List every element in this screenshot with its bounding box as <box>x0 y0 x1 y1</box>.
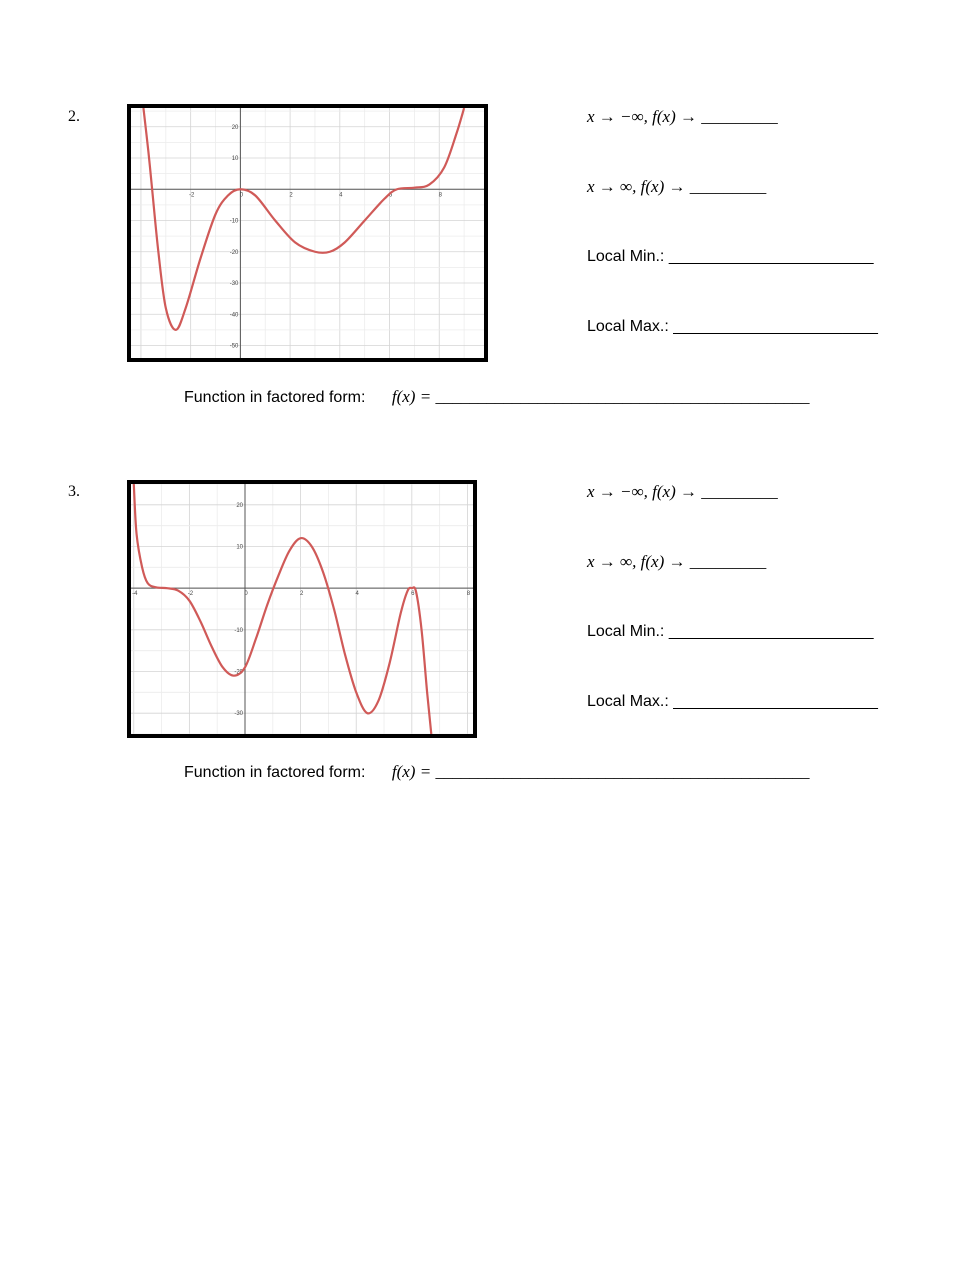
x-tick-label: 4 <box>355 591 359 598</box>
left-end-behavior: x → −∞, f(x) → _________ <box>587 107 778 126</box>
y-tick-label: -10 <box>234 627 243 634</box>
x-tick-label: 8 <box>466 591 471 598</box>
local-min-line: Local Min.: _______________________ <box>587 248 874 265</box>
factored-form-label: Function in factored form: <box>184 389 366 406</box>
x-tick-label: 2 <box>289 192 293 199</box>
y-tick-label: -50 <box>229 343 239 350</box>
y-tick-label: -30 <box>229 281 239 287</box>
right-end-behavior: x → ∞, f(x) → _________ <box>587 552 767 571</box>
graph-panel <box>127 104 488 362</box>
problem-number: 2. <box>68 108 80 125</box>
x-tick-label: 0 <box>244 591 248 598</box>
x-tick-label: -2 <box>188 192 195 199</box>
factored-form-expression: f(x) = ____________________________________________ <box>391 387 810 406</box>
factored-form-label: Function in factored form: <box>184 764 366 781</box>
left-end-behavior: x → −∞, f(x) → _________ <box>587 482 778 501</box>
y-tick-label: -10 <box>229 218 239 225</box>
x-tick-label: 8 <box>438 192 442 199</box>
x-tick-label: 6 <box>411 591 415 598</box>
function-graph <box>131 484 473 734</box>
factored-form-row <box>184 762 809 782</box>
x-tick-label: -2 <box>187 591 194 598</box>
y-tick-label: 20 <box>236 502 243 509</box>
x-tick-label: 0 <box>239 192 244 199</box>
right-end-behavior: x → ∞, f(x) → _________ <box>587 177 767 196</box>
function-curve <box>143 108 464 330</box>
local-max-line: Local Max.: _______________________ <box>587 318 878 335</box>
local-max-line: Local Max.: _______________________ <box>587 693 878 710</box>
problem-number: 3. <box>68 483 80 500</box>
x-tick-label: -4 <box>132 591 138 598</box>
x-tick-label: 6 <box>388 192 393 199</box>
x-tick-label: 4 <box>339 192 343 199</box>
y-tick-label: 10 <box>231 156 239 162</box>
graph-panel <box>127 480 477 738</box>
x-tick-label: 2 <box>299 591 304 598</box>
y-tick-label: 20 <box>231 124 239 131</box>
y-tick-label: -20 <box>229 249 239 256</box>
factored-form-expression: f(x) = ____________________________________________ <box>391 762 810 781</box>
local-min-line: Local Min.: _______________________ <box>587 623 874 640</box>
function-graph <box>131 108 484 358</box>
y-tick-label: -30 <box>234 711 243 718</box>
y-tick-label: 10 <box>236 544 243 551</box>
factored-form-row <box>184 387 809 407</box>
y-tick-label: -20 <box>234 669 243 676</box>
y-tick-label: -40 <box>229 312 239 319</box>
